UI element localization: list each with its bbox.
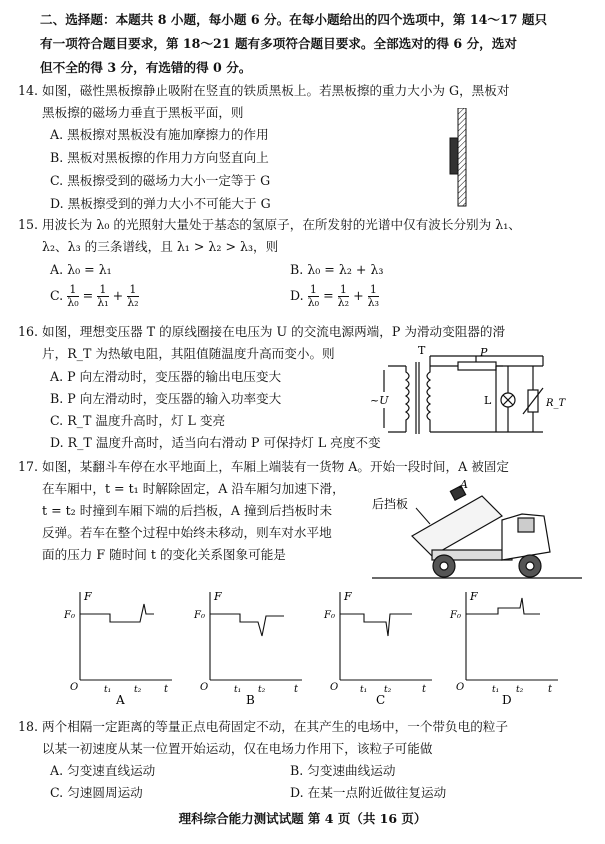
q15-option-a: A. λ₀ = λ₁	[50, 262, 112, 277]
section-line: 但不全的得 3 分，有选错的得 0 分。	[40, 60, 252, 75]
q16-option-b: B. P 向左滑动时，变压器的输入功率变大	[50, 391, 282, 406]
graph-B	[192, 586, 312, 706]
svg-text:F: F	[470, 590, 478, 603]
q15-option-d: D. $\frac{1}{\text{λ₀}}$ = $\frac{1}{\text{λ₂}}$ + $\frac{1}{\text{λ₃}}$	[290, 283, 380, 309]
graph-label: D	[502, 693, 512, 706]
svg-text:t₂: t₂	[258, 685, 266, 695]
svg-text:F: F	[344, 590, 352, 603]
label-RT: R_T	[546, 398, 566, 409]
q18-option-b: B. 匀变速曲线运动	[290, 763, 396, 778]
label-P: P	[480, 346, 488, 359]
transformer-circuit-figure	[368, 342, 588, 442]
q14-option-c: C. 黑板擦受到的磁场力大小一定等于 G	[50, 173, 271, 188]
fraction: $\frac{1}{\text{λ₂}}$	[337, 283, 350, 309]
graph-D	[448, 586, 568, 706]
q18-stem: 两个相隔一定距离的等量正点电荷固定不动，在其产生的电场中，一个带负电的粒子	[42, 719, 508, 734]
cargo-A-label: A	[460, 478, 468, 491]
svg-text:F₀: F₀	[324, 610, 335, 621]
fraction: $\frac{1}{\text{λ₂}}$	[127, 283, 139, 309]
svg-text:F: F	[214, 590, 222, 603]
graph-A	[62, 586, 182, 706]
label-L: L	[484, 394, 492, 407]
section-line: 二、选择题：本题共 8 小题，每小题 6 分。在每小题给出的四个选项中，第 14～17 题只	[40, 12, 548, 27]
q15-option-b: B. λ₀ = λ₂ + λ₃	[290, 262, 384, 277]
q18-number: 18.	[18, 719, 39, 734]
label-U: ~U	[370, 394, 389, 407]
q15-stem: λ₂、λ₃ 的三条谱线，且 λ₁ > λ₂ > λ₃，则	[42, 239, 279, 254]
q14-stem: 如图，磁性黑板擦静止吸附在竖直的铁质黑板上。若黑板擦的重力大小为 G，黑板对	[42, 83, 510, 98]
q14-option-a: A. 黑板擦对黑板没有施加摩擦力的作用	[50, 127, 269, 142]
fraction: $\frac{1}{\text{λ₀}}$	[307, 283, 320, 309]
q16-stem: 片，R_T 为热敏电阻，其阻值随温度升高而变小。则	[42, 346, 335, 361]
svg-text:t₁: t₁	[104, 685, 112, 695]
section-instructions	[40, 8, 600, 80]
q18-option-c: C. 匀速圆周运动	[50, 785, 143, 800]
q16-option-a: A. P 向左滑动时，变压器的输出电压变大	[50, 369, 282, 384]
svg-text:t₁: t₁	[234, 685, 242, 695]
q17-stem: t = t₂ 时撞到车厢下端的后挡板，A 撞到后挡板时未	[42, 503, 333, 518]
graph-label: C	[376, 693, 386, 706]
graph-curve	[80, 604, 154, 622]
graph-label: A	[116, 693, 125, 706]
q14-number: 14.	[18, 83, 39, 98]
svg-text:t: t	[422, 684, 427, 695]
q14-option-b: B. 黑板对黑板擦的作用力方向竖直向上	[50, 150, 269, 165]
graph-C	[322, 586, 442, 706]
q17-stem: 面的压力 F 随时间 t 的变化关系图象可能是	[42, 547, 286, 562]
svg-text:t₁: t₁	[360, 685, 368, 695]
svg-text:t: t	[548, 684, 553, 695]
q17-stem: 反弹。若车在整个过程中始终未移动，则车对水平地	[42, 525, 332, 540]
q14-option-d: D. 黑板擦受到的弹力大小不可能大于 G	[50, 196, 271, 211]
q17-stem: 在车厢中，t = t₁ 时解除固定，A 沿车厢匀加速下滑，	[42, 481, 345, 496]
q15-option-c: C. $\frac{1}{\text{λ₀}}$ = $\frac{1}{\text{λ₁}}$ + $\frac{1}{\text{λ₂}}$	[50, 283, 139, 309]
svg-text:F₀: F₀	[450, 610, 461, 621]
q16-option-d: D. R_T 温度升高时，适当向右滑动 P 可保持灯 L 亮度不变	[50, 435, 381, 450]
q15-option-d-label: D.	[290, 288, 304, 303]
svg-text:F₀: F₀	[64, 610, 75, 621]
q17-stem: 如图，某翻斗车停在水平地面上，车厢上端装有一货物 A。开始一段时间，A 被固定	[42, 459, 509, 474]
q16-stem: 如图，理想变压器 T 的原线圈接在电压为 U 的交流电源两端，P 为滑动变阻器的滑	[42, 324, 506, 339]
svg-text:t₂: t₂	[134, 685, 142, 695]
graph-curve	[340, 614, 412, 636]
blackboard-eraser-figure	[430, 108, 470, 208]
page-footer: 理科综合能力测试试题 第 4 页（共 16 页）	[178, 811, 427, 826]
section-line: 有一项符合题目要求，第 18～21 题有多项符合题目要求。全部选对的得 6 分，选对	[40, 36, 517, 51]
q18-option-a: A. 匀变速直线运动	[50, 763, 156, 778]
svg-text:O: O	[200, 682, 209, 693]
svg-text:t₂: t₂	[384, 685, 392, 695]
q17-number: 17.	[18, 459, 39, 474]
q15-option-c-label: C.	[50, 288, 64, 303]
rear-panel-label: 后挡板	[372, 497, 409, 511]
q16-number: 16.	[18, 324, 39, 339]
dump-truck-figure	[372, 476, 592, 588]
svg-text:F: F	[84, 590, 92, 603]
svg-text:O: O	[70, 682, 79, 693]
q18-stem: 以某一初速度从某一位置开始运动，仅在电场力作用下，该粒子可能做	[42, 741, 433, 756]
q16-option-c: C. R_T 温度升高时，灯 L 变亮	[50, 413, 226, 428]
svg-text:t: t	[294, 684, 299, 695]
q14-stem: 黑板擦的磁场力垂直于黑板平面，则	[42, 105, 244, 120]
svg-text:t₁: t₁	[492, 685, 500, 695]
fraction: $\frac{1}{\text{λ₁}}$	[97, 283, 109, 309]
svg-text:t₂: t₂	[516, 685, 524, 695]
fraction: $\frac{1}{\text{λ₀}}$	[67, 283, 79, 309]
svg-text:O: O	[330, 682, 339, 693]
svg-text:F₀: F₀	[194, 610, 205, 621]
fraction: $\frac{1}{\text{λ₃}}$	[367, 283, 380, 309]
label-T: T	[418, 344, 426, 357]
graph-label: B	[246, 693, 255, 706]
graph-curve	[210, 614, 284, 636]
q15-stem: 用波长为 λ₀ 的光照射大量处于基态的氢原子，在所发射的光谱中仅有波长分别为 λ₁、	[42, 217, 521, 232]
q18-option-d: D. 在某一点附近做往复运动	[290, 785, 447, 800]
q15-number: 15.	[18, 217, 39, 232]
svg-text:O: O	[456, 682, 465, 693]
svg-text:t: t	[164, 684, 169, 695]
